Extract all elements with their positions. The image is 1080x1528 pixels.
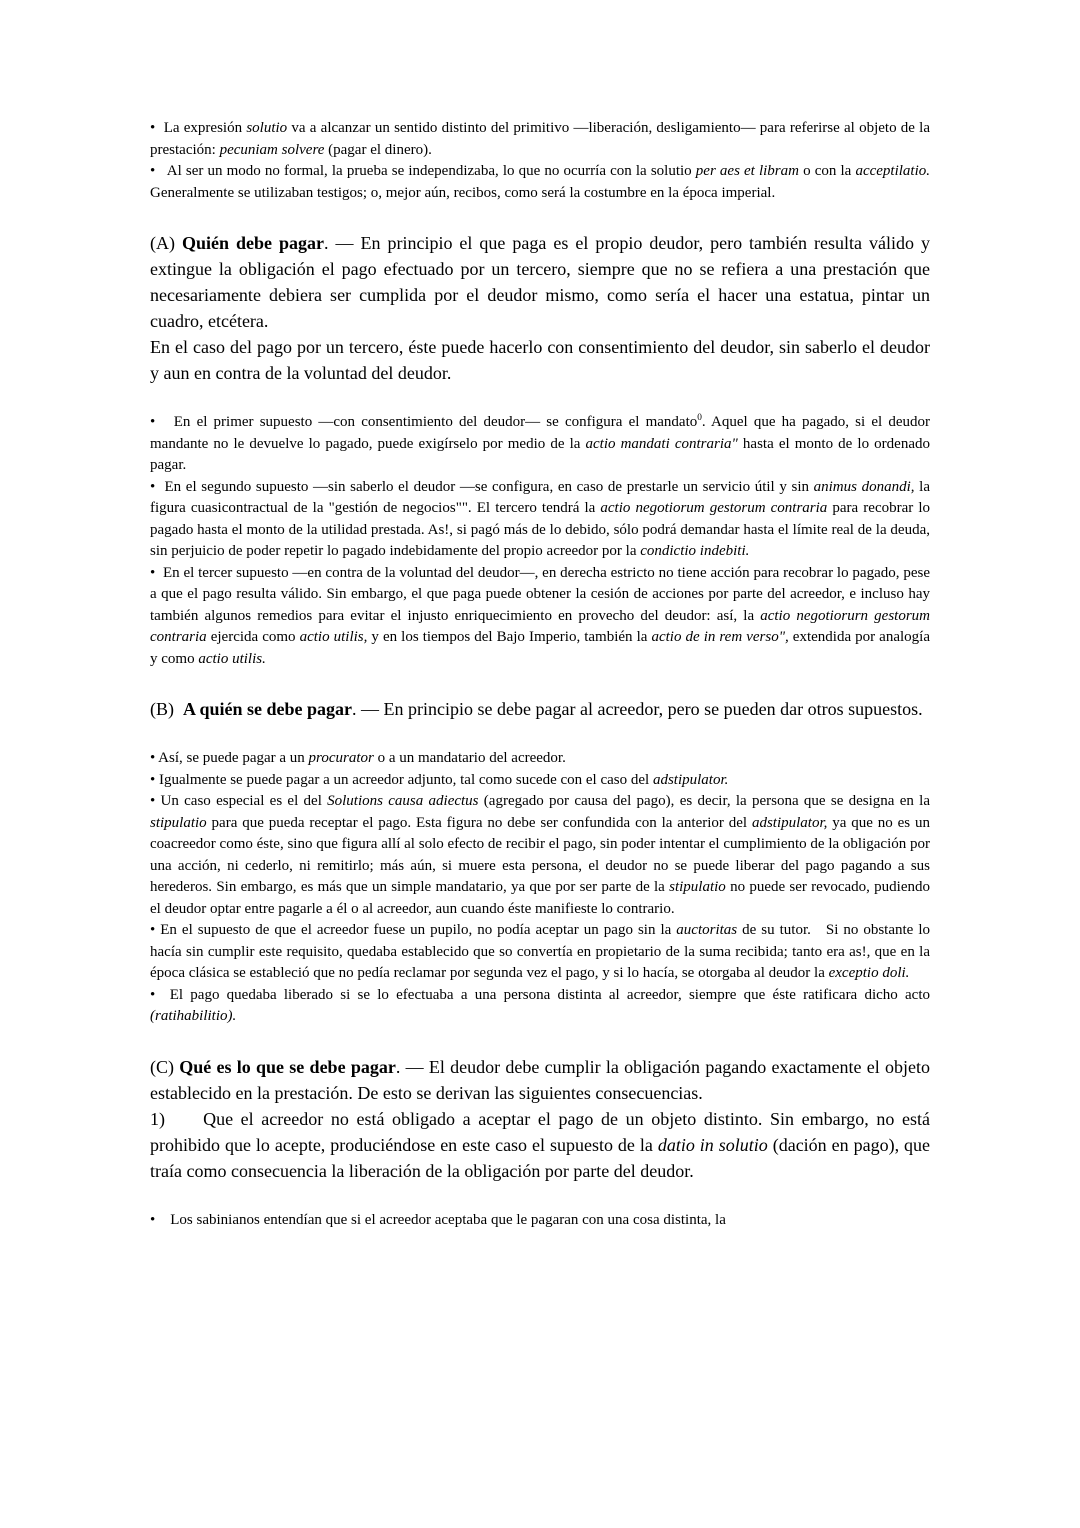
text-run: • En el supuesto de que el acreedor fuese un pupilo, no podía aceptar un pago sin la — [150, 922, 677, 938]
text-run: o con la — [798, 163, 856, 179]
text-run: per aes et libram — [695, 163, 799, 179]
paragraph-note-modo-no-formal — [150, 161, 930, 204]
paragraph-note-ratihabilitio — [150, 985, 930, 1028]
text-run: (ratihabilitio). — [150, 1008, 237, 1024]
text-run: o a un mandatario del acreedor. — [373, 750, 566, 766]
text-run: Qué es lo que se debe pagar — [179, 1056, 396, 1077]
text-run: • Igualmente se puede pagar a un acreedor adjunto, tal como sucede con el caso del — [150, 771, 653, 788]
text-run: actio utilis. — [198, 650, 266, 667]
text-run: • En el segundo supuesto —sin saberlo el deudor —se configura, en caso de prestarle un servicio útil y sin — [150, 478, 814, 495]
text-run: va a alcanzar un sentido distinto del primitivo —liberación, desligamiento— para referirse al objeto de la prestación: — [150, 120, 931, 158]
paragraph-note-sabinianos — [150, 1210, 930, 1232]
text-run: • Al ser un modo no formal, la prueba se independizaba, lo que no ocurría con la solutio — [150, 163, 696, 179]
text-run: actio negotiorurn gestorum contraria — [150, 607, 930, 645]
text-run: • Los sabinianos entendían que si el acreedor aceptaba que le pagaran con una cosa distinta, la — [150, 1211, 726, 1228]
text-run: (C) — [150, 1056, 180, 1077]
text-run: • En el primer supuesto —con consentimiento del deudor— se configura el mandato — [150, 414, 698, 430]
text-run: pecuniam solvere — [219, 141, 325, 158]
text-run: condictio indebiti. — [640, 543, 750, 559]
text-run: • Así, se puede pagar a un — [150, 750, 309, 766]
text-run: stipulatio — [150, 814, 207, 831]
text-run: ejercida como — [206, 629, 300, 645]
text-run: . — En principio se debe pagar al acreedor, pero se pueden dar otros supuestos. — [352, 699, 923, 719]
text-run: auctoritas — [676, 922, 738, 938]
text-run: • El pago quedaba liberado si se lo efectuaba a una persona distinta al acreedor, siempre que éste ratificara dicho acto — [150, 986, 930, 1003]
text-run: . — El deudor debe cumplir la obligación pagando exactamente el objeto establecido en la prestación. De esto se derivan las siguientes consecuencias. — [150, 1056, 930, 1103]
document-content — [150, 118, 930, 1231]
text-run: . Aquel que ha pagado, si el deudor mandante no le devuelve lo pagado, puede exigírselo por medio de la — [150, 414, 930, 452]
text-run: (B) — [150, 699, 183, 719]
text-run: • Un caso especial es el del — [150, 793, 328, 809]
paragraph-body-seccion-a — [150, 230, 930, 334]
text-run: hasta el monto de lo ordenado pagar. — [150, 435, 930, 473]
text-run: (pagar el dinero). — [324, 141, 432, 158]
text-run: de su tutor. Si no obstante lo hacía sin cumplir este requisito, quedaba establecido que so convertía en propietario de la suma recibida; tanto era as!, que en la época clásica se estableció que no pedía reclamar por segunda vez el pago, y si lo hacía, se otorgaba al deudor la — [150, 922, 931, 981]
paragraph-note-procurator — [150, 748, 930, 770]
text-run: (A) — [150, 233, 182, 253]
paragraph-note-solutionis-causa-adiectus — [150, 791, 930, 920]
text-run: actio negotiorum gestorum contraria — [600, 500, 828, 516]
paragraph-body-pago-tercero — [150, 334, 930, 386]
text-run: datio in solutio — [657, 1134, 768, 1155]
text-run: adstipulator, — [751, 814, 828, 831]
paragraph-note-tercer-supuesto — [150, 563, 930, 671]
text-run: . — En principio el que paga es el propio deudor, pero también resulta válido y extingue la obligación el pago efectuado por un tercero, siempre que no se refiera a una prestación que necesariamente debiera ser cumplida por el deudor mismo, como sería el hacer una estatua, pintar un cuadro, etcétera. — [150, 233, 930, 331]
text-run: Generalmente se utilizaban testigos; o, mejor aún, recibos, como será la costumbre en la época imperial. — [150, 184, 776, 201]
text-run: no puede ser revocado, pudiendo el deudor optar entre pagarle a él o al acreedor, aun cuando éste manifieste lo contrario. — [150, 879, 930, 917]
text-run: En el caso del pago por un tercero, éste puede hacerlo con consentimiento del deudor, sin saberlo el deudor y aun en contra de la voluntad del deudor. — [150, 337, 930, 383]
paragraph-note-acreedor-adjunto — [150, 770, 930, 792]
paragraph-body-consecuencia-1 — [150, 1106, 930, 1184]
text-run: Solutions causa adiectus — [327, 793, 479, 809]
text-run: (agregado por causa del pago), es decir, la persona que se designa en la — [478, 793, 930, 809]
text-run: exceptio doli. — [828, 965, 910, 981]
text-run: 1) Que el acreedor no está obligado a aceptar el pago de un objeto distinto. Sin embargo, no está prohibido que lo acepte, produciéndose en este caso el supuesto de la — [150, 1108, 930, 1155]
text-run: 0 — [697, 413, 702, 423]
text-run: (dación en pago), que traía como consecuencia la liberación de la obligación por parte del deudor. — [150, 1134, 931, 1181]
text-run: la figura cuasicontractual de la "gestión de negocios"". El tercero tendrá la — [150, 478, 930, 516]
paragraph-note-solutio-expresion — [150, 118, 930, 161]
text-run: para que pueda receptar el pago. Esta figura no debe ser confundida con la anterior del — [206, 814, 752, 831]
text-run: • La expresión — [150, 120, 247, 136]
text-run: solutio — [246, 120, 288, 136]
text-run: animus donandi, — [813, 478, 915, 495]
text-run: adstipulator. — [652, 771, 729, 788]
paragraph-note-segundo-supuesto — [150, 477, 930, 563]
text-run: ya que no es un coacreedor como éste, sino que figura allí al solo efecto de recibir el pago, sin poder intentar el cumplimiento de la obligación por una acción, ni cederlo, ni remitirlo; más aún, si muere esta persona, el deudor no se puede liberar del pago pagando a sus herederos. Sin embargo, es más que un simple mandatario, ya que por ser parte de la — [150, 814, 930, 895]
text-run: acceptilatio. — [855, 163, 931, 179]
text-run: stipulatio — [669, 879, 726, 895]
paragraph-note-pupilo-auctoritas — [150, 920, 930, 985]
text-run: procurator — [308, 750, 374, 766]
text-run: extendida por analogía y como — [150, 629, 930, 667]
paragraph-body-seccion-c — [150, 1054, 930, 1106]
text-run: Quién debe pagar — [181, 233, 324, 253]
text-run: para recobrar lo pagado hasta el monto de la utilidad prestada. As!, si pagó más de lo debido, sólo podrá demandar hasta el límite real de la deuda, sin perjuicio de poder repetir lo pagado indebidamente del propio acreedor por la — [150, 500, 931, 559]
text-run: actio de in rem verso", — [651, 629, 789, 645]
paragraph-body-seccion-b — [150, 696, 930, 722]
text-run: actio mandati contraria" — [585, 435, 738, 452]
text-run: y en los tiempos del Bajo Imperio, también la — [367, 629, 652, 645]
text-run: • En el tercer supuesto —en contra de la voluntad del deudor—, en derecha estricto no tiene acción para recobrar lo pagado, pese a que el pago resulta válido. Sin embargo, el que paga puede obtener la cesión de acciones por parte del acreedor, e incluso hay también algunos remedios para evitar el injusto enriquecimiento en provecho del deudor: así, la — [150, 564, 930, 624]
text-run: A quién se debe pagar — [183, 699, 353, 719]
text-run: actio utilis, — [299, 629, 368, 645]
paragraph-note-primer-supuesto — [150, 412, 930, 477]
